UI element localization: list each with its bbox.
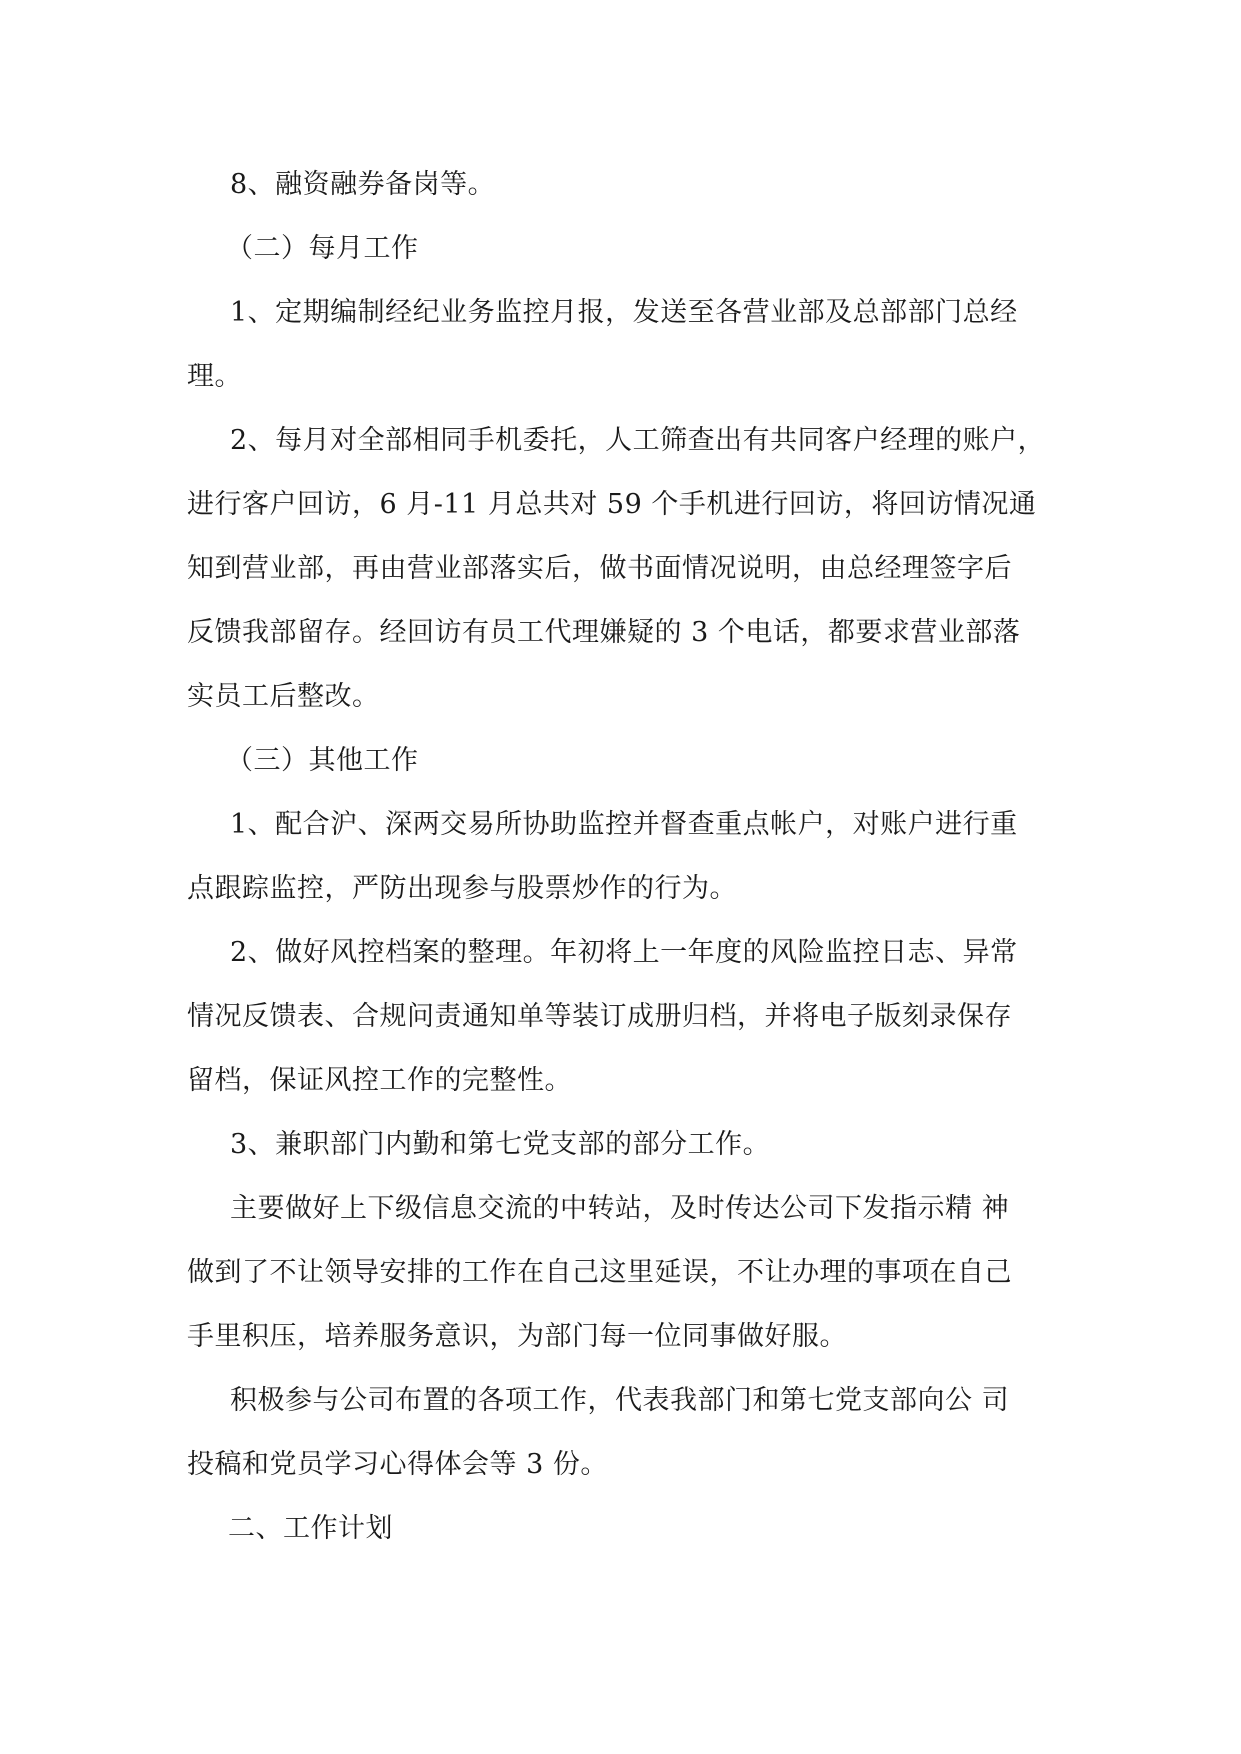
paragraph-line: 做到了不让领导安排的工作在自己这里延误，不让办理的事项在自己 (187, 1257, 1012, 1288)
paragraph-line: 主要做好上下级信息交流的中转站，及时传达公司下发指示精 神 (230, 1193, 1010, 1224)
paragraph-line: 反馈我部留存。经回访有员工代理嫌疑的 3 个电话，都要求营业部落 (187, 617, 1021, 648)
paragraph-line: 情况反馈表、合规问责通知单等装订成册归档，并将电子版刻录保存 (187, 1001, 1012, 1032)
section-heading: （三）其他工作 (226, 745, 419, 776)
paragraph-line: 投稿和党员学习心得体会等 3 份。 (187, 1449, 608, 1480)
paragraph-line: 留档，保证风控工作的完整性。 (187, 1065, 572, 1096)
paragraph-line: 知到营业部，再由营业部落实后，做书面情况说明，由总经理签字后 (187, 553, 1012, 584)
paragraph-line: 实员工后整改。 (187, 681, 380, 712)
paragraph-line: 点跟踪监控，严防出现参与股票炒作的行为。 (187, 873, 737, 904)
paragraph-line: 2、做好风控档案的整理。年初将上一年度的风险监控日志、异常 (230, 937, 1018, 968)
paragraph-line: 3、兼职部门内勤和第七党支部的部分工作。 (230, 1129, 771, 1160)
paragraph-line: 理。 (187, 361, 242, 392)
paragraph-line: 进行客户回访，6 月-11 月总共对 59 个手机进行回访，将回访情况通 (187, 489, 1037, 520)
paragraph-line: 手里积压，培养服务意识，为部门每一位同事做好服。 (187, 1321, 847, 1352)
paragraph-line: 积极参与公司布置的各项工作，代表我部门和第七党支部向公 司 (230, 1385, 1010, 1416)
paragraph-line: 2、每月对全部相同手机委托，人工筛查出有共同客户经理的账户， (230, 425, 1046, 456)
paragraph-line: 1、配合沪、深两交易所协助监控并督查重点帐户，对账户进行重 (230, 809, 1018, 840)
section-heading: 二、工作计划 (228, 1513, 393, 1544)
paragraph-line: 1、定期编制经纪业务监控月报，发送至各营业部及总部部门总经 (230, 297, 1018, 328)
section-heading: （二）每月工作 (226, 233, 419, 264)
paragraph-line: 8、融资融券备岗等。 (230, 169, 496, 200)
